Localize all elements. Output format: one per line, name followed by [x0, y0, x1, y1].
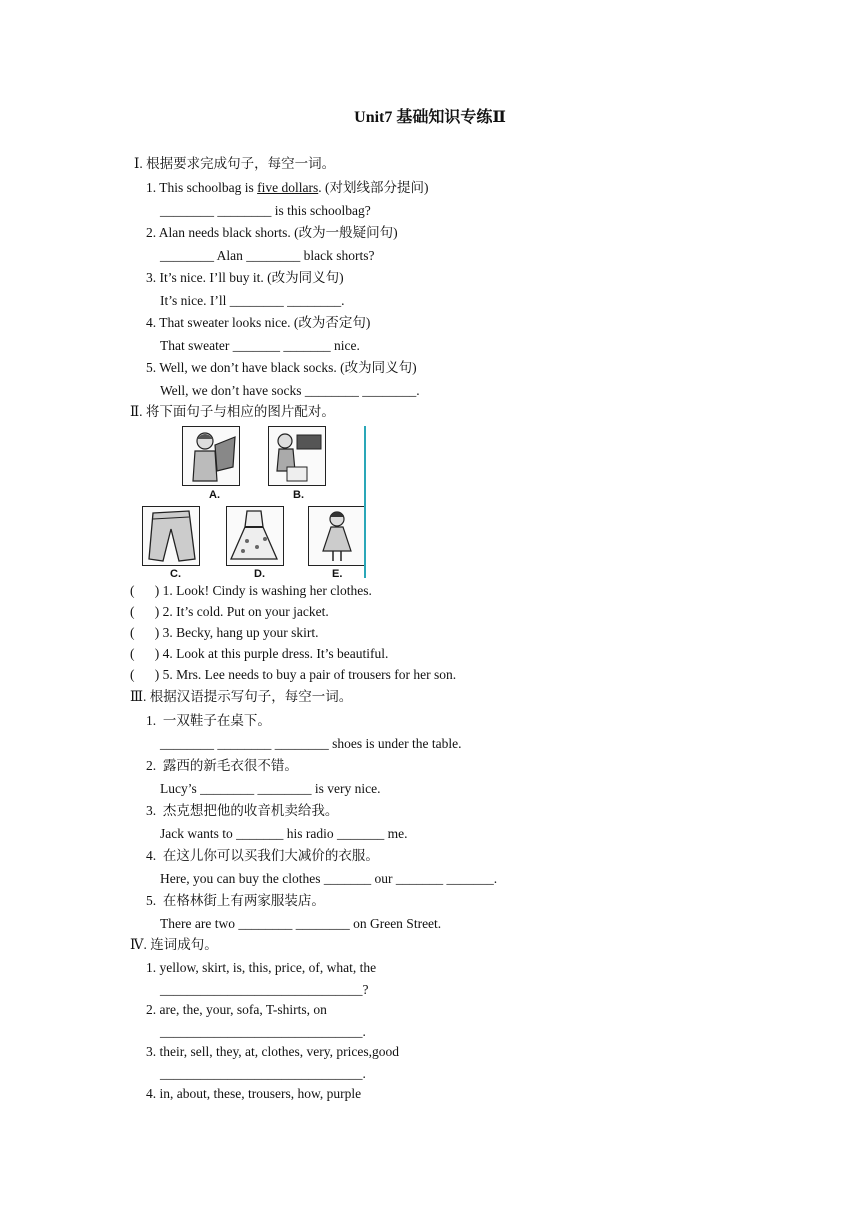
s1-question-4: 4. That sweater looks nice. (改为否定句)	[146, 315, 371, 330]
s1-q1-text: 1. This schoolbag is	[146, 180, 258, 195]
s2-match-3: ( ) 3. Becky, hang up your skirt.	[130, 625, 319, 640]
s3-answer-4: Here, you can buy the clothes _______ our _______ _______.	[160, 871, 498, 886]
s3-answer-1: ________ ________ ________ shoes is under the table.	[160, 736, 462, 751]
s1-answer-4: That sweater _______ _______ nice.	[160, 338, 360, 353]
divider-line	[364, 426, 366, 578]
s1-question-2: 2. Alan needs black shorts. (改为一般疑问句)	[146, 225, 398, 240]
s1-answer-2: ________ Alan ________ black shorts?	[160, 248, 375, 263]
s3-question-5: 5. 在格林街上有两家服装店。	[146, 893, 325, 908]
s2-match-5: ( ) 5. Mrs. Lee needs to buy a pair of trousers for her son.	[130, 667, 457, 682]
s3-question-2: 2. 露西的新毛衣很不错。	[146, 758, 298, 773]
picture-e-skirt	[308, 506, 366, 566]
picture-d-dress	[226, 506, 284, 566]
s3-question-3: 3. 杰克想把他的收音机卖给我。	[146, 803, 339, 818]
s1-question-1	[146, 178, 428, 198]
page-title: Unit7 基础知识专练Ⅱ	[354, 109, 506, 126]
picture-c-trousers	[142, 506, 200, 566]
s4-answer-3: ______________________________.	[160, 1066, 366, 1081]
picture-label-d: D.	[254, 568, 265, 580]
s3-answer-2: Lucy’s ________ ________ is very nice.	[160, 781, 381, 796]
picture-b-washing	[268, 426, 326, 486]
s1-answer-3: It’s nice. I’ll ________ ________.	[160, 293, 345, 308]
picture-a-jacket	[182, 426, 240, 486]
s1-answer-1: ________ ________ is this schoolbag?	[160, 203, 371, 218]
s2-match-2: ( ) 2. It’s cold. Put on your jacket.	[130, 604, 329, 619]
s2-match-4: ( ) 4. Look at this purple dress. It’s beautiful.	[130, 646, 389, 661]
picture-label-e: E.	[332, 568, 343, 580]
s4-question-2: 2. are, the, your, sofa, T-shirts, on	[146, 1002, 327, 1017]
s4-question-3: 3. their, sell, they, at, clothes, very, prices,good	[146, 1044, 400, 1059]
s3-question-1: 1. 一双鞋子在桌下。	[146, 713, 271, 728]
s1-q1-underlined: five dollars	[257, 180, 319, 195]
s1-answer-5: Well, we don’t have socks ________ ________.	[160, 383, 420, 398]
picture-label-a: A.	[209, 489, 220, 501]
picture-label-c: C.	[170, 568, 181, 580]
s1-q1-tail: . (对划线部分提问)	[318, 180, 429, 195]
s3-question-4: 4. 在这儿你可以买我们大减价的衣服。	[146, 848, 379, 863]
section-4-heading: Ⅳ. 连词成句。	[130, 937, 218, 952]
s3-answer-3: Jack wants to _______ his radio _______ me.	[160, 826, 408, 841]
s4-question-4: 4. in, about, these, trousers, how, purple	[146, 1086, 362, 1101]
s4-question-1: 1. yellow, skirt, is, this, price, of, what, the	[146, 960, 377, 975]
s3-answer-5: There are two ________ ________ on Green Street.	[160, 916, 442, 931]
s2-match-1: ( ) 1. Look! Cindy is washing her clothes.	[130, 583, 372, 598]
s1-question-3: 3. It’s nice. I’ll buy it. (改为同义句)	[146, 270, 344, 285]
clothing-pictures	[142, 424, 374, 582]
section-1-heading: Ⅰ. 根据要求完成句子，每空一词。	[134, 156, 336, 171]
s1-question-5: 5. Well, we don’t have black socks. (改为同义句)	[146, 360, 417, 375]
section-2-heading: Ⅱ. 将下面句子与相应的图片配对。	[130, 404, 335, 419]
section-3-heading: Ⅲ. 根据汉语提示写句子，每空一词。	[130, 689, 353, 704]
s4-answer-2: ______________________________.	[160, 1024, 366, 1039]
picture-label-b: B.	[293, 489, 304, 501]
s4-answer-1: ______________________________?	[160, 982, 369, 997]
